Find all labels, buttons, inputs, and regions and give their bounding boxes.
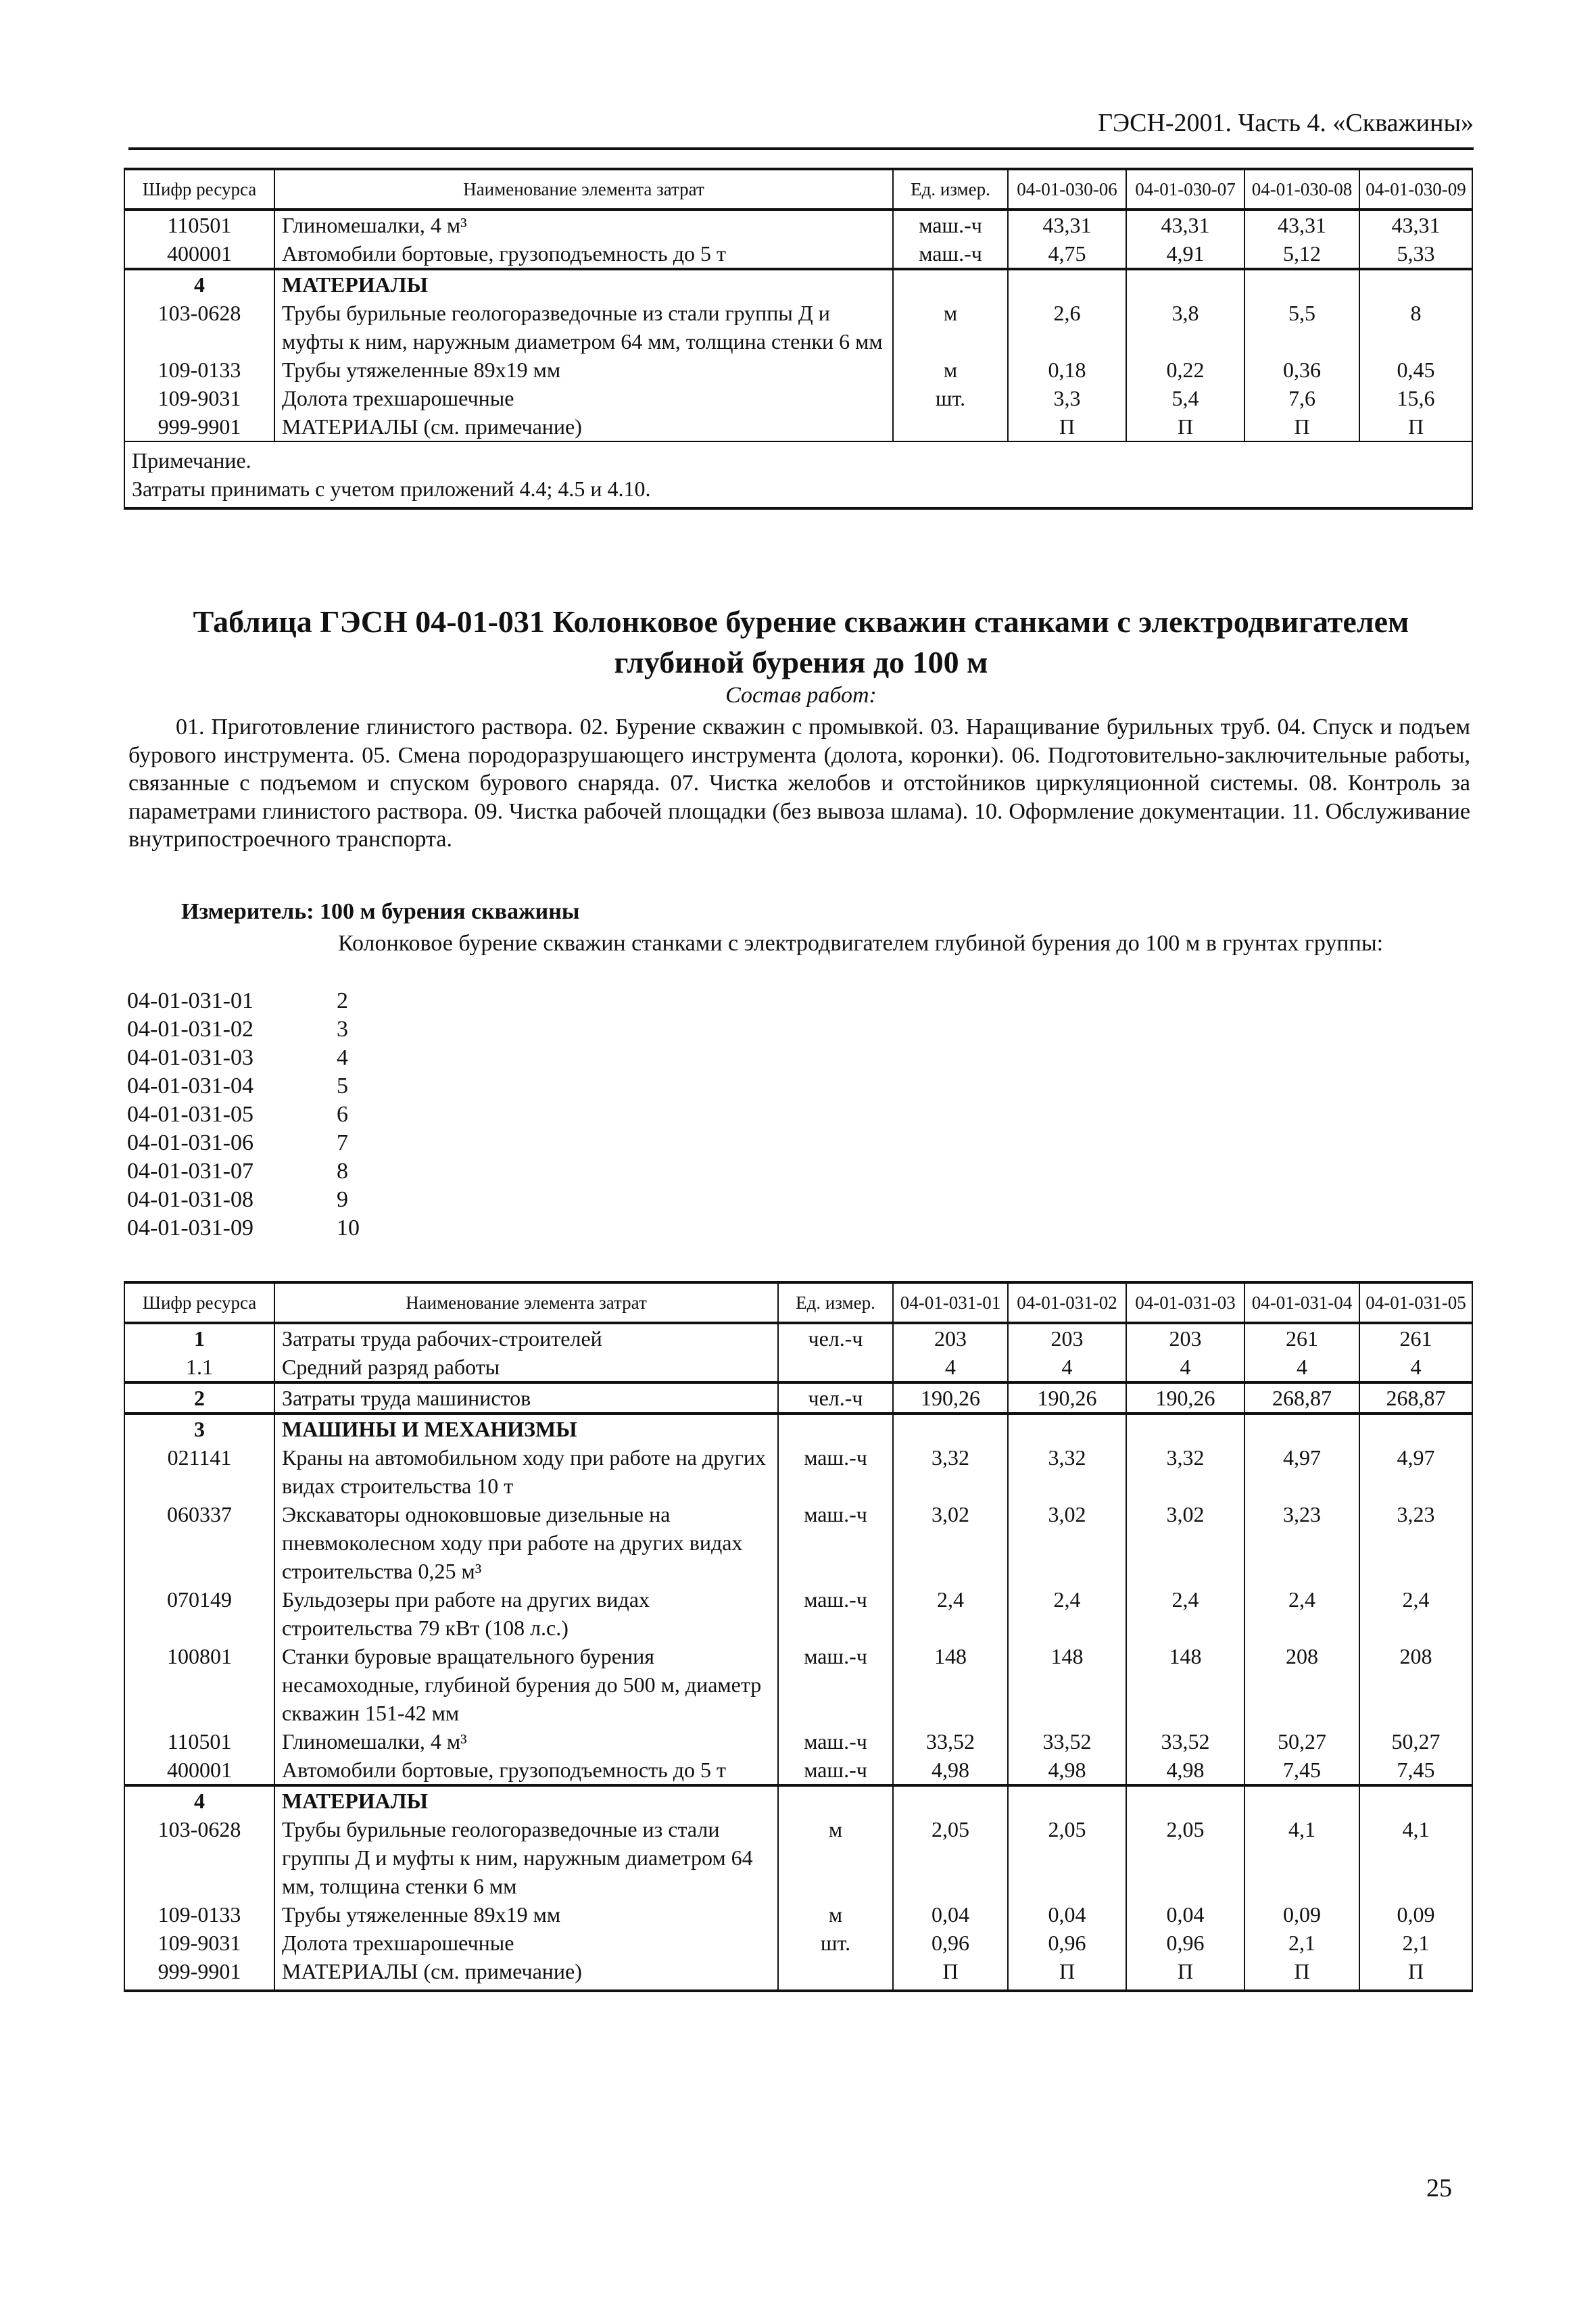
code-list-item	[127, 1072, 360, 1101]
norm-code: 04-01-031-04	[127, 1073, 253, 1099]
resource-unit: чел.-ч	[778, 1382, 893, 1414]
table-row	[124, 412, 1472, 441]
norm-code: 04-01-031-09	[127, 1215, 253, 1240]
value-cell: 3,23	[1244, 1500, 1359, 1585]
norm-code: 04-01-031-06	[127, 1130, 253, 1155]
resource-code: 103-0628	[124, 299, 274, 356]
soil-group: 8	[337, 1159, 348, 1184]
value-cell: 203	[1126, 1323, 1244, 1353]
resource-code: 400001	[124, 1756, 274, 1785]
table-row	[124, 299, 1472, 356]
value-cell: 43,31	[1244, 210, 1359, 239]
resource-name: Трубы бурильные геологоразведочные из стали группы Д и муфты к ним, наружным диаметром 64 мм, толщина стенки 6 мм	[274, 1815, 778, 1900]
resource-unit: м	[778, 1900, 893, 1929]
section-title-line1: Таблица ГЭСН 04-01-031 Колонковое бурение скважин станками с электродвигателем	[193, 604, 1409, 639]
value-cell: 0,36	[1244, 356, 1359, 384]
composition-label: Состав работ:	[725, 683, 877, 708]
code-list-item	[127, 1129, 360, 1157]
norm-code: 04-01-031-02	[127, 1017, 253, 1042]
value-cell: 4	[893, 1353, 1008, 1382]
value-cell: 4,91	[1126, 239, 1244, 269]
resource-name: Средний разряд работы	[274, 1353, 778, 1382]
meter-description: Колонковое бурение скважин станками с электродвигателем глубиной бурения до 100 м в грунтах группы:	[338, 931, 1384, 956]
value-cell: 0,96	[1126, 1929, 1244, 1957]
resource-name: Трубы утяжеленные 89х19 мм	[274, 1900, 778, 1929]
resource-unit: маш.-ч	[778, 1443, 893, 1500]
value-cell: 4,97	[1359, 1443, 1472, 1500]
norm-code: 04-01-031-03	[127, 1045, 253, 1070]
soil-group: 6	[337, 1102, 348, 1127]
header-col: 04-01-031-01	[893, 1282, 1008, 1323]
composition-text: 01. Приготовление глинистого раствора. 02. Бурение скважин с промывкой. 03. Наращивание бурильных труб. 04. Спуск и подъем бурового инструмента. 05. Смена породоразрушающего инструмента (долота, коронки). 06. Подготовительно-заключительные работы, связанные с подъемом и спуском бурового снаряда. 07. Чистка желобов и отстойников циркуляционной системы. 08. Контроль за параметрами глинистого раствора. 09. Чистка рабочей площадки (без вывоза шлама). 10. Оформление документации. 11. Обслуживание внутрипостроечного транспорта.	[128, 715, 1470, 852]
resource-unit: маш.-ч	[893, 210, 1008, 239]
table-row	[124, 1382, 1472, 1414]
resource-name: Автомобили бортовые, грузоподъемность до 5 т	[274, 1756, 778, 1785]
value-cell: 0,18	[1008, 356, 1126, 384]
value-cell: 5,4	[1126, 384, 1244, 412]
value-cell: 261	[1244, 1323, 1359, 1353]
value-cell: 33,52	[1126, 1727, 1244, 1756]
value-cell: 50,27	[1244, 1727, 1359, 1756]
value-cell: 5,5	[1244, 299, 1359, 356]
table-header-row	[124, 1282, 1472, 1323]
resource-code: 110501	[124, 1727, 274, 1756]
value-cell: 4	[1359, 1353, 1472, 1382]
resource-name: Глиномешалки, 4 м³	[274, 1727, 778, 1756]
section-title-line2: глубиной бурения до 100 м	[614, 645, 988, 679]
resource-unit: маш.-ч	[778, 1585, 893, 1642]
value-cell: 7,6	[1244, 384, 1359, 412]
code-list-item	[127, 1214, 360, 1243]
value-cell: 2,05	[1008, 1815, 1126, 1900]
resource-code: 2	[124, 1382, 274, 1414]
code-list-item	[127, 1015, 360, 1044]
code-list-item	[127, 1157, 360, 1186]
soil-group: 5	[337, 1073, 348, 1099]
value-cell: 4,1	[1359, 1815, 1472, 1900]
value-cell: 3,02	[893, 1500, 1008, 1585]
value-cell: 43,31	[1008, 210, 1126, 239]
resource-code: 1	[124, 1323, 274, 1353]
resource-name: Затраты труда рабочих-строителей	[274, 1323, 778, 1353]
value-cell: П	[1126, 412, 1244, 441]
value-cell: 2,1	[1359, 1929, 1472, 1957]
value-cell: 2,05	[893, 1815, 1008, 1900]
resource-unit: чел.-ч	[778, 1323, 893, 1353]
table-row	[124, 384, 1472, 412]
table-section-row	[124, 269, 1472, 299]
resource-unit: м	[778, 1815, 893, 1900]
table-note-row	[124, 441, 1472, 508]
value-cell: 203	[893, 1323, 1008, 1353]
value-cell: 50,27	[1359, 1727, 1472, 1756]
value-cell: 33,52	[1008, 1727, 1126, 1756]
value-cell: 33,52	[893, 1727, 1008, 1756]
value-cell: 5,33	[1359, 239, 1472, 269]
resource-name: Затраты труда машинистов	[274, 1382, 778, 1414]
value-cell: 3,32	[893, 1443, 1008, 1500]
table-header-row	[124, 169, 1472, 210]
norm-code: 04-01-031-05	[127, 1102, 253, 1127]
value-cell: 190,26	[1126, 1382, 1244, 1414]
page-number: 25	[1426, 2174, 1452, 2202]
resource-unit: маш.-ч	[778, 1727, 893, 1756]
value-cell: П	[1008, 412, 1126, 441]
value-cell: П	[893, 1957, 1008, 1991]
resource-unit	[893, 412, 1008, 441]
note-title: Примечание.	[132, 448, 251, 473]
value-cell: 2,1	[1244, 1929, 1359, 1957]
value-cell: 4	[1244, 1353, 1359, 1382]
table-row	[124, 1815, 1472, 1900]
soil-group: 3	[337, 1017, 348, 1042]
header-col: 04-01-031-03	[1126, 1282, 1244, 1323]
resource-code: 109-9031	[124, 384, 274, 412]
resource-unit: маш.-ч	[778, 1500, 893, 1585]
value-cell: 43,31	[1126, 210, 1244, 239]
value-cell: 2,4	[1126, 1585, 1244, 1642]
value-cell: П	[1008, 1957, 1126, 1991]
resource-name: Бульдозеры при работе на других видах строительства 79 кВт (108 л.с.)	[274, 1585, 778, 1642]
value-cell: 7,45	[1359, 1756, 1472, 1785]
table-row	[124, 1642, 1472, 1727]
value-cell: 148	[893, 1642, 1008, 1727]
header-col: 04-01-031-05	[1359, 1282, 1472, 1323]
code-list	[127, 987, 360, 1243]
value-cell: 2,4	[1008, 1585, 1126, 1642]
value-cell: 3,02	[1126, 1500, 1244, 1585]
section-name: МАТЕРИАЛЫ	[274, 269, 893, 299]
value-cell: 0,04	[1126, 1900, 1244, 1929]
value-cell: 3,32	[1126, 1443, 1244, 1500]
resource-code: 103-0628	[124, 1815, 274, 1900]
table-row	[124, 1727, 1472, 1756]
resource-code: 400001	[124, 239, 274, 269]
value-cell: 4,75	[1008, 239, 1126, 269]
header-code: Шифр ресурса	[124, 169, 274, 210]
resource-unit	[778, 1353, 893, 1382]
value-cell: 4,1	[1244, 1815, 1359, 1900]
value-cell: 0,22	[1126, 356, 1244, 384]
header-unit: Ед. измер.	[778, 1282, 893, 1323]
resource-table-031	[124, 1281, 1473, 1992]
code-list-item	[127, 1186, 360, 1214]
resource-code: 999-9901	[124, 1957, 274, 1991]
value-cell: 208	[1244, 1642, 1359, 1727]
header-col: 04-01-030-08	[1244, 169, 1359, 210]
resource-name: МАТЕРИАЛЫ (см. примечание)	[274, 1957, 778, 1991]
resource-unit: маш.-ч	[778, 1642, 893, 1727]
resource-code: 1.1	[124, 1353, 274, 1382]
header-col: 04-01-030-06	[1008, 169, 1126, 210]
value-cell: 2,05	[1126, 1815, 1244, 1900]
resource-unit: маш.-ч	[778, 1756, 893, 1785]
section-code: 4	[124, 269, 274, 299]
value-cell: 4	[1126, 1353, 1244, 1382]
value-cell: 43,31	[1359, 210, 1472, 239]
value-cell: 8	[1359, 299, 1472, 356]
resource-code: 109-0133	[124, 356, 274, 384]
header-col: 04-01-031-02	[1008, 1282, 1126, 1323]
table-section-row	[124, 1785, 1472, 1815]
table-row	[124, 1900, 1472, 1929]
header-name: Наименование элемента затрат	[274, 1282, 778, 1323]
norm-code: 04-01-031-08	[127, 1187, 253, 1212]
resource-unit: м	[893, 299, 1008, 356]
value-cell: П	[1359, 412, 1472, 441]
table-row	[124, 1443, 1472, 1500]
header-unit: Ед. измер.	[893, 169, 1008, 210]
value-cell: 0,45	[1359, 356, 1472, 384]
value-cell: 2,4	[893, 1585, 1008, 1642]
value-cell: 3,32	[1008, 1443, 1126, 1500]
resource-unit: шт.	[893, 384, 1008, 412]
header-col: 04-01-031-04	[1244, 1282, 1359, 1323]
table-row	[124, 1353, 1472, 1382]
value-cell: 2,4	[1359, 1585, 1472, 1642]
header-col: 04-01-030-09	[1359, 169, 1472, 210]
value-cell: 4,97	[1244, 1443, 1359, 1500]
resource-name: Автомобили бортовые, грузоподъемность до 5 т	[274, 239, 893, 269]
value-cell: 148	[1008, 1642, 1126, 1727]
resource-name: Долота трехшарошечные	[274, 384, 893, 412]
resource-name: Долота трехшарошечные	[274, 1929, 778, 1957]
resource-code: 021141	[124, 1443, 274, 1500]
value-cell: 2,4	[1244, 1585, 1359, 1642]
resource-code: 109-9031	[124, 1929, 274, 1957]
header-col: 04-01-030-07	[1126, 169, 1244, 210]
code-list-item	[127, 1044, 360, 1072]
section-title	[128, 602, 1474, 683]
page-header: ГЭСН-2001. Часть 4. «Скважины»	[128, 108, 1474, 150]
value-cell: П	[1244, 1957, 1359, 1991]
value-cell: 268,87	[1359, 1382, 1472, 1414]
resource-unit: маш.-ч	[893, 239, 1008, 269]
norm-code: 04-01-031-07	[127, 1159, 253, 1184]
value-cell: 15,6	[1359, 384, 1472, 412]
value-cell: 148	[1126, 1642, 1244, 1727]
value-cell: 203	[1008, 1323, 1126, 1353]
resource-table-030	[124, 168, 1473, 510]
resource-name: Глиномешалки, 4 м³	[274, 210, 893, 239]
soil-group: 9	[337, 1187, 348, 1212]
value-cell: 208	[1359, 1642, 1472, 1727]
value-cell: 3,23	[1359, 1500, 1472, 1585]
code-list-item	[127, 1101, 360, 1129]
value-cell: 4	[1008, 1353, 1126, 1382]
value-cell: 4,98	[893, 1756, 1008, 1785]
resource-name: Станки буровые вращательного бурения несамоходные, глубиной бурения до 500 м, диаметр скважин 151-42 мм	[274, 1642, 778, 1727]
norm-code: 04-01-031-01	[127, 988, 253, 1013]
header-name: Наименование элемента затрат	[274, 169, 893, 210]
section-name: МАШИНЫ И МЕХАНИЗМЫ	[274, 1414, 778, 1443]
value-cell: 7,45	[1244, 1756, 1359, 1785]
section-code: 3	[124, 1414, 274, 1443]
table-section-row	[124, 1414, 1472, 1443]
section-name: МАТЕРИАЛЫ	[274, 1785, 778, 1815]
soil-group: 10	[337, 1215, 360, 1240]
value-cell: 0,09	[1359, 1900, 1472, 1929]
value-cell: 0,04	[1008, 1900, 1126, 1929]
resource-code: 070149	[124, 1585, 274, 1642]
table-row	[124, 356, 1472, 384]
resource-name: Краны на автомобильном ходу при работе на других видах строительства 10 т	[274, 1443, 778, 1500]
resource-name: Трубы утяжеленные 89х19 мм	[274, 356, 893, 384]
table-row	[124, 1323, 1472, 1353]
table-row	[124, 239, 1472, 269]
resource-code: 999-9901	[124, 412, 274, 441]
value-cell: 2,6	[1008, 299, 1126, 356]
value-cell: 0,09	[1244, 1900, 1359, 1929]
table-row	[124, 210, 1472, 239]
resource-name: Экскаваторы одноковшовые дизельные на пневмоколесном ходу при работе на других видах строительства 0,25 м³	[274, 1500, 778, 1585]
resource-unit: м	[893, 356, 1008, 384]
value-cell: П	[1359, 1957, 1472, 1991]
section-code: 4	[124, 1785, 274, 1815]
soil-group: 4	[337, 1045, 348, 1070]
meter-label: Измеритель: 100 м бурения скважины	[181, 899, 580, 924]
table-row	[124, 1929, 1472, 1957]
resource-code: 110501	[124, 210, 274, 239]
resource-code: 100801	[124, 1642, 274, 1727]
value-cell: 0,96	[893, 1929, 1008, 1957]
table-row	[124, 1957, 1472, 1991]
resource-unit: шт.	[778, 1929, 893, 1957]
value-cell: 3,3	[1008, 384, 1126, 412]
table-note	[124, 441, 1472, 508]
resource-code: 109-0133	[124, 1900, 274, 1929]
value-cell: 0,96	[1008, 1929, 1126, 1957]
resource-code: 060337	[124, 1500, 274, 1585]
value-cell: 5,12	[1244, 239, 1359, 269]
value-cell: 3,8	[1126, 299, 1244, 356]
value-cell: 3,02	[1008, 1500, 1126, 1585]
header-code: Шифр ресурса	[124, 1282, 274, 1323]
value-cell: 4,98	[1008, 1756, 1126, 1785]
soil-group: 2	[337, 988, 348, 1013]
table-row	[124, 1585, 1472, 1642]
table-row	[124, 1756, 1472, 1785]
value-cell: 268,87	[1244, 1382, 1359, 1414]
value-cell: П	[1244, 412, 1359, 441]
soil-group: 7	[337, 1130, 348, 1155]
table-row	[124, 1500, 1472, 1585]
resource-name: Трубы бурильные геологоразведочные из стали группы Д и муфты к ним, наружным диаметром 64 мм, толщина стенки 6 мм	[274, 299, 893, 356]
resource-unit	[778, 1957, 893, 1991]
resource-name: МАТЕРИАЛЫ (см. примечание)	[274, 412, 893, 441]
value-cell: 190,26	[1008, 1382, 1126, 1414]
value-cell: 261	[1359, 1323, 1472, 1353]
value-cell: 4,98	[1126, 1756, 1244, 1785]
code-list-item	[127, 987, 360, 1015]
value-cell: П	[1126, 1957, 1244, 1991]
value-cell: 190,26	[893, 1382, 1008, 1414]
value-cell: 0,04	[893, 1900, 1008, 1929]
note-text: Затраты принимать с учетом приложений 4.4; 4.5 и 4.10.	[132, 477, 651, 501]
